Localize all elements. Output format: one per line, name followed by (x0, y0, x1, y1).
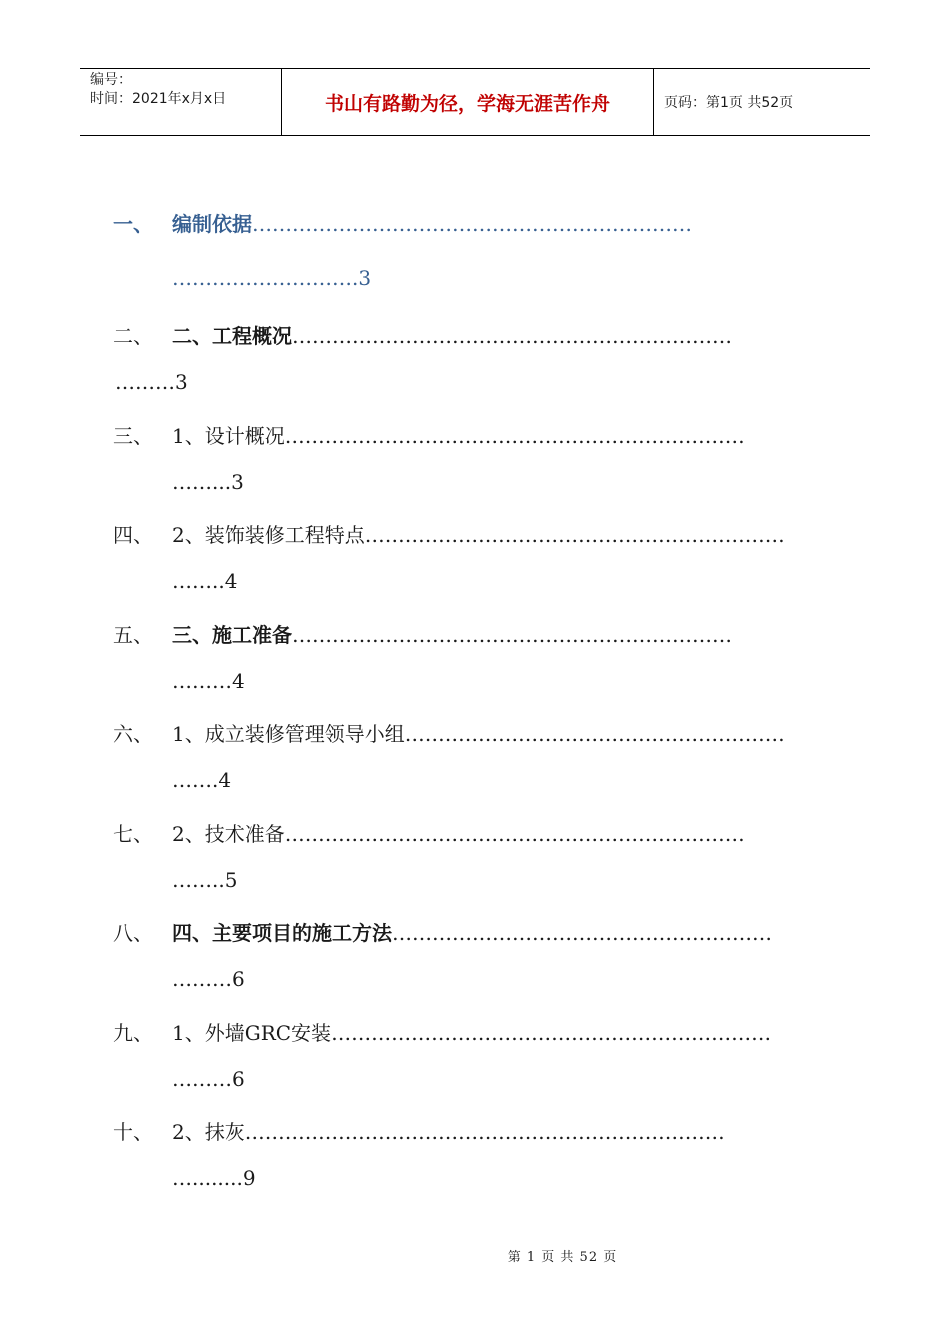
toc-entry-line (172, 519, 836, 548)
toc-entry-title: 2、装饰装修工程特点 (172, 523, 365, 547)
toc-entry-leader: ………………………………………………………… (292, 324, 732, 348)
header-meta (80, 69, 282, 135)
toc-entry-title: 四、主要项目的施工方法 (172, 921, 392, 945)
toc-entry-title: 二、工程概况 (172, 324, 292, 348)
toc-entry-leader: …………………………………………………………… (284, 424, 745, 448)
toc-entry-number: 二、 (113, 324, 153, 348)
toc-entry-page: …........9 (172, 1166, 256, 1190)
toc-entry-page: ………3 (115, 370, 188, 394)
toc-entry-number: 八、 (113, 921, 153, 945)
toc-entry-number: 四、 (113, 523, 153, 547)
page-footer: 第 1 页 共 52 页 (507, 1250, 618, 1265)
toc-entry-title: 1、外墙GRC安装 (172, 1021, 332, 1045)
serial-number-label: 编号： (90, 72, 132, 88)
toc-entry-number: 六、 (113, 722, 153, 746)
toc-entry-title: 2、抹灰 (172, 1120, 245, 1144)
toc-entry-title: 三、施工准备 (172, 623, 292, 647)
toc-entry-title: 1、设计概况 (172, 424, 285, 448)
date-label: 时间：2021年x月x日 (90, 91, 227, 107)
header-page-info: 页码：第1页 共52页 (664, 95, 794, 111)
toc-entry-page: ……..4 (172, 569, 238, 593)
toc-entry-number: 十、 (113, 1120, 153, 1144)
toc-entry-line (172, 1017, 836, 1046)
toc-entry-page: ……………………….3 (172, 266, 372, 290)
page-header (80, 68, 870, 136)
toc-entry-number: 一、 (113, 212, 153, 236)
toc-entry-title: 1、成立装修管理领导小组 (172, 722, 405, 746)
toc-entry-leader: ………………………………………………… (392, 921, 772, 945)
toc-entry-title: 2、技术准备 (172, 822, 285, 846)
toc-entry-number: 九、 (113, 1021, 153, 1045)
toc-entry-line (172, 917, 836, 946)
toc-entry-line (172, 1116, 836, 1145)
toc-entry-page: ……..5 (172, 868, 238, 892)
toc-entry-line (172, 818, 836, 847)
toc-entry-line (172, 420, 836, 449)
toc-entry-leader: …………………………………………………………… (284, 822, 745, 846)
toc-entry-leader: ………………………………………………………… (331, 1021, 772, 1045)
toc-entry-leader: ………………………………………………………… (292, 623, 732, 647)
header-motto: 书山有路勤为径，学海无涯苦作舟 (282, 69, 654, 135)
toc-entry-line (172, 718, 836, 747)
toc-entry-number: 七、 (113, 822, 153, 846)
toc-entry-page: ………6 (172, 967, 245, 991)
toc-entry-leader: ……………………………………………………… (364, 523, 785, 547)
toc-entry-page: ………4 (172, 669, 245, 693)
toc-entry-leader: ………………………………………………… (404, 722, 785, 746)
toc-entry-line (172, 619, 836, 648)
toc-entry-page: ……...3 (172, 470, 244, 494)
toc-entry-line (172, 320, 836, 349)
toc-entry-line (172, 208, 836, 237)
toc-entry-leader: ……………………………………………………………… (244, 1120, 725, 1144)
toc-entry-page: …….4 (172, 768, 232, 792)
toc-entry-number: 五、 (113, 623, 153, 647)
toc-entry-title: 编制依据 (172, 212, 252, 236)
toc-entry-number: 三、 (113, 424, 153, 448)
toc-entry-page: ………6 (172, 1067, 245, 1091)
toc-entry-leader: ………………………………………………………… (252, 212, 692, 236)
